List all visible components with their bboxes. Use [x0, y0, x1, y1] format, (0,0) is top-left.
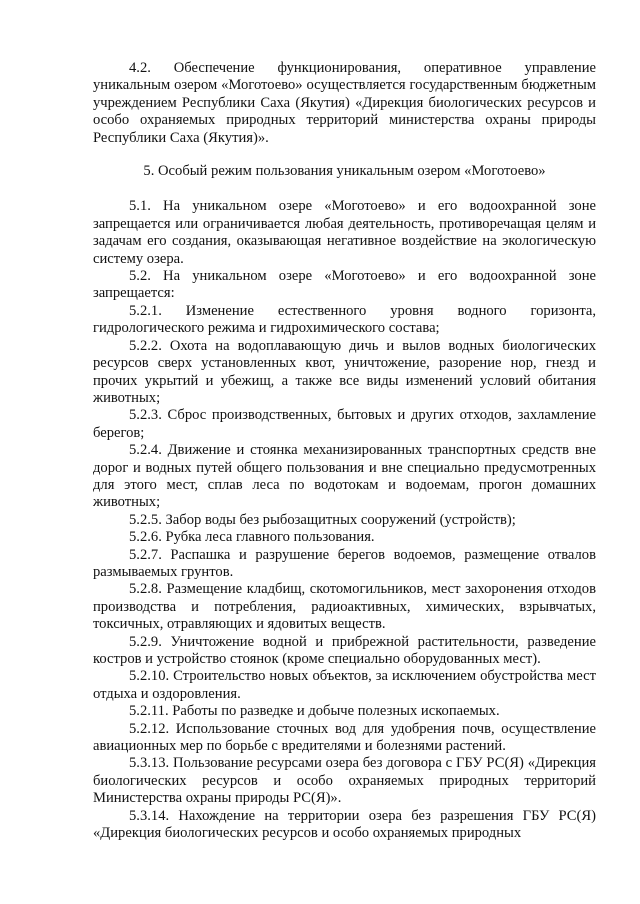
document-page — [93, 60, 596, 842]
paragraph-5-2-8: 5.2.8. Размещение кладбищ, скотомогильников, мест захоронения отходов производства и потребления, радиоактивных, химических, взрывчатых, токсичных, отравляющих и ядовитых веществ. — [93, 581, 596, 633]
paragraph-5-2-6: 5.2.6. Рубка леса главного пользования. — [129, 529, 375, 546]
paragraph-5-2-4: 5.2.4. Движение и стоянка механизированных транспортных средств вне дорог и водных путей общего пользования и вне специально предусмотренных для этого мест, сплав леса по водотокам и водоемам, прогон домашних животных; — [93, 442, 596, 511]
paragraph-5-2-1: 5.2.1. Изменение естественного уровня водного горизонта, гидрологического режима и гидрохимического состава; — [93, 302, 596, 337]
paragraph-5-3-13: 5.3.13. Пользование ресурсами озера без договора с ГБУ РС(Я) «Дирекция биологических ресурсов и особо охраняемых природных территорий Министерства охраны природы РС(Я)». — [93, 755, 596, 807]
paragraph-5-2-2: 5.2.2. Охота на водоплавающую дичь и вылов водных биологических ресурсов сверх установленных квот, уничтожение, разорение нор, гнезд и прочих укрытий и убежищ, а также все виды изменений условий обитания животных; — [93, 337, 596, 406]
paragraph-4-2: 4.2. Обеспечение функционирования, оперативное управление уникальным озером «Моготоево» осуществляется государственным бюджетным учреждением Республики Саха (Якутия) «Дирекция биологических ресурсов и особо охраняемых природных территорий министерства охраны природы Республики Саха (Якутия)». — [93, 60, 596, 146]
paragraph-5-2: 5.2. На уникальном озере «Моготоево» и его водоохранной зоне запрещается: — [93, 268, 596, 302]
paragraph-5-2-5: 5.2.5. Забор воды без рыбозащитных сооружений (устройств); — [129, 511, 516, 528]
paragraph-5-2-10: 5.2.10. Строительство новых объектов, за исключением обустройства мест отдыха и оздоровления. — [93, 668, 596, 702]
paragraph-5-2-9: 5.2.9. Уничтожение водной и прибрежной растительности, разведение костров и устройство стоянок (кроме специально оборудованных мест). — [93, 633, 596, 667]
paragraph-5-2-12: 5.2.12. Использование сточных вод для удобрения почв, осуществление авиационных мер по борьбе с вредителями и болезнями растений. — [93, 720, 596, 755]
paragraph-5-3-14: 5.3.14. Нахождение на территории озера без разрешения ГБУ РС(Я) «Дирекция биологических ресурсов и особо охраняемых природных — [93, 807, 596, 842]
paragraph-5-2-11: 5.2.11. Работы по разведке и добыче полезных ископаемых. — [129, 703, 500, 720]
paragraph-5-2-3: 5.2.3. Сброс производственных, бытовых и других отходов, захламление берегов; — [93, 407, 596, 441]
paragraph-5-2-7: 5.2.7. Распашка и разрушение берегов водоемов, размещение отвалов размываемых грунтов. — [93, 546, 596, 580]
section-title: 5. Особый режим пользования уникальным озером «Моготоево» — [143, 163, 546, 180]
paragraph-5-1: 5.1. На уникальном озере «Моготоево» и его водоохранной зоне запрещается или ограничивается любая деятельность, противоречащая целям и задачам его создания, оказывающая негативное воздействие на экологическую систему озера. — [93, 198, 596, 267]
